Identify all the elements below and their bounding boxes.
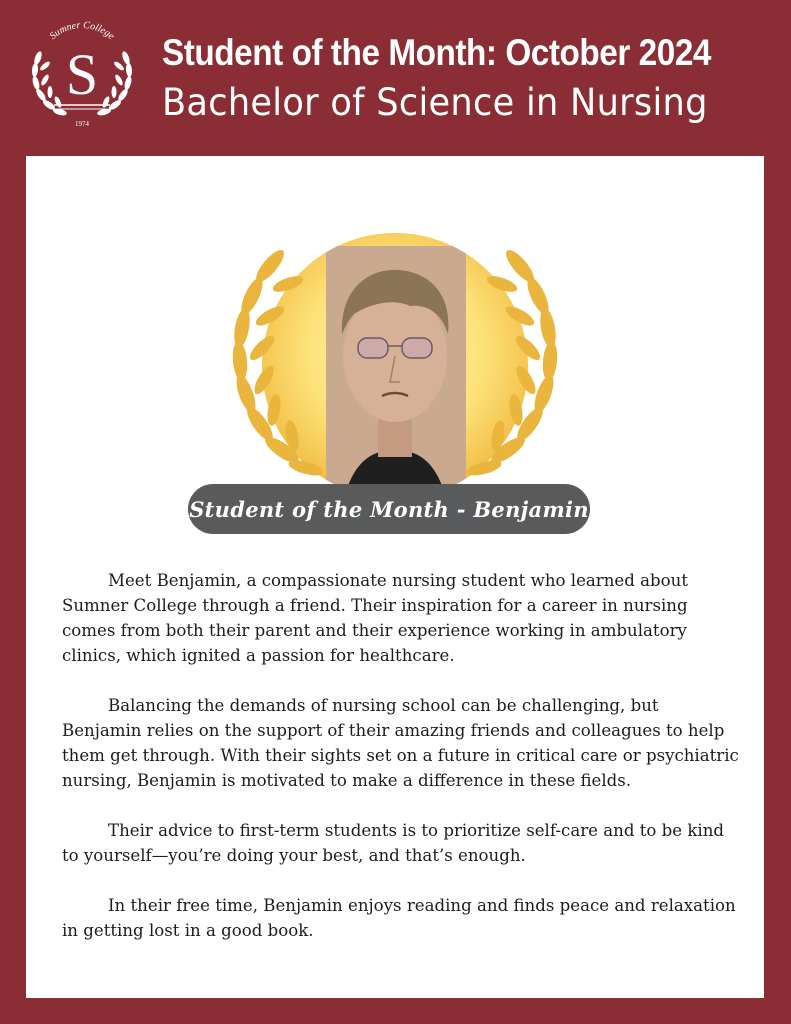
article-paragraph: Their advice to first-term students is to prioritize self-care and to be kind to yourself—you’re doing your best, and that’s enough. — [62, 821, 725, 865]
student-name-caption: Student of the Month - Benjamin — [188, 484, 590, 534]
program-subtitle: Bachelor of Science in Nursing — [162, 81, 708, 124]
article-paragraph: Meet Benjamin, a compassionate nursing student who learned about Sumner College through a friend. Their inspiration for a career in nursing comes from both their parent and their experience working in ambulatory clinics, which ignited a passion for healthcare. — [62, 571, 688, 665]
sumner-college-logo — [24, 10, 140, 130]
article-paragraph: In their free time, Benjamin enjoys reading and finds peace and relaxation in getting lost in a good book. — [62, 896, 736, 940]
logo-arc-text: Sumner College — [47, 19, 117, 42]
feature-card — [26, 156, 764, 998]
logo-year: 1974 — [75, 120, 89, 128]
article-body — [62, 568, 742, 968]
header-banner — [0, 0, 791, 150]
article-paragraph: Balancing the demands of nursing school can be challenging, but Benjamin relies on the support of their amazing friends and colleagues to help them get through. With their sights set on a future in critical care or psychiatric nursing, Benjamin is motivated to make a difference in these fields. — [62, 696, 739, 790]
portrait-frame — [222, 206, 568, 506]
student-photo — [326, 246, 466, 506]
page-title: Student of the Month: October 2024 — [162, 32, 711, 73]
logo-monogram: S — [65, 42, 99, 107]
